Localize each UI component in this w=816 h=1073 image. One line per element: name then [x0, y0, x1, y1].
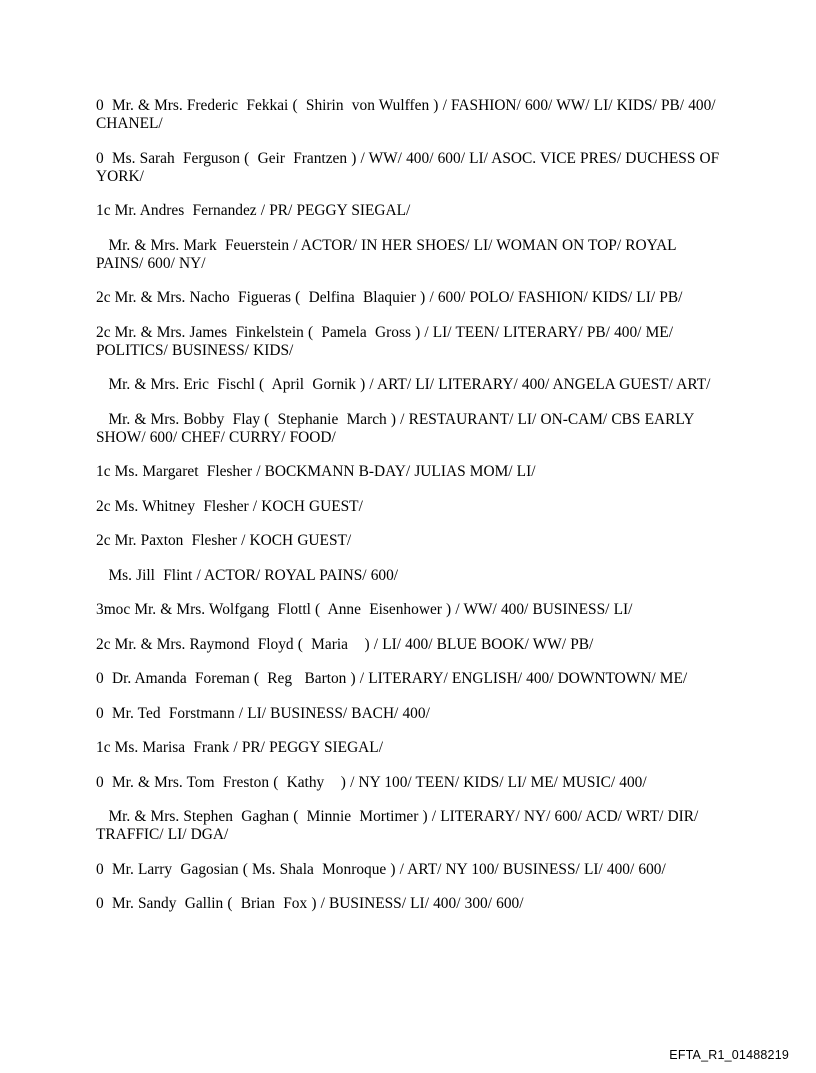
list-item: Mr. & Mrs. Bobby Flay ( Stephanie March ) / RESTAURANT/ LI/ ON-CAM/ CBS EARLY SHOW/ 600/ CHEF/ CURRY/ FOOD/	[96, 410, 698, 446]
list-item: Mr. & Mrs. Mark Feuerstein / ACTOR/ IN HER SHOES/ LI/ WOMAN ON TOP/ ROYAL PAINS/ 600/ NY/	[96, 236, 681, 272]
list-item: Mr. & Mrs. Stephen Gaghan ( Minnie Mortimer ) / LITERARY/ NY/ 600/ ACD/ WRT/ DIR/ TRAFFIC/ LI/ DGA/	[96, 808, 703, 843]
guest-list	[96, 97, 722, 930]
list-item: 2c Mr. & Mrs. Nacho Figueras ( Delfina Blaquier ) / 600/ POLO/ FASHION/ KIDS/ LI/ PB/	[96, 289, 683, 306]
list-item: 0 Mr. Ted Forstmann / LI/ BUSINESS/ BACH/ 400/	[96, 704, 430, 722]
list-item: 1c Ms. Marisa Frank / PR/ PEGGY SIEGAL/	[96, 739, 383, 756]
list-item: 2c Mr. Paxton Flesher / KOCH GUEST/	[96, 532, 352, 549]
list-item: 0 Mr. Sandy Gallin ( Brian Fox ) / BUSINESS/ LI/ 400/ 300/ 600/	[96, 895, 524, 912]
list-item: 0 Dr. Amanda Foreman ( Reg Barton ) / LITERARY/ ENGLISH/ 400/ DOWNTOWN/ ME/	[96, 670, 688, 687]
list-item: Ms. Jill Flint / ACTOR/ ROYAL PAINS/ 600/	[96, 566, 399, 584]
list-item: 1c Mr. Andres Fernandez / PR/ PEGGY SIEGAL/	[96, 202, 411, 219]
list-item: 3moc Mr. & Mrs. Wolfgang Flottl ( Anne Eisenhower ) / WW/ 400/ BUSINESS/ LI/	[96, 601, 633, 618]
list-item: 1c Ms. Margaret Flesher / BOCKMANN B-DAY/ JULIAS MOM/ LI/	[96, 463, 536, 480]
list-item: 2c Mr. & Mrs. Raymond Floyd ( Maria ) / LI/ 400/ BLUE BOOK/ WW/ PB/	[96, 635, 594, 653]
list-item: 0 Mr. & Mrs. Tom Freston ( Kathy ) / NY 100/ TEEN/ KIDS/ LI/ ME/ MUSIC/ 400/	[96, 773, 647, 791]
list-item: 0 Ms. Sarah Ferguson ( Geir Frantzen ) / WW/ 400/ 600/ LI/ ASOC. VICE PRES/ DUCHESS OF YORK/	[96, 149, 723, 185]
list-item: 0 Mr. & Mrs. Frederic Fekkai ( Shirin von Wulffen ) / FASHION/ 600/ WW/ LI/ KIDS/ PB/ 400/ CHANEL/	[96, 97, 720, 132]
list-item: Mr. & Mrs. Eric Fischl ( April Gornik ) / ART/ LI/ LITERARY/ 400/ ANGELA GUEST/ ART/	[96, 376, 711, 393]
list-item: 0 Mr. Larry Gagosian ( Ms. Shala Monroque ) / ART/ NY 100/ BUSINESS/ LI/ 400/ 600/	[96, 860, 666, 878]
list-item: 2c Ms. Whitney Flesher / KOCH GUEST/	[96, 497, 363, 515]
document-id: EFTA_R1_01488219	[669, 1048, 789, 1062]
list-item: 2c Mr. & Mrs. James Finkelstein ( Pamela Gross ) / LI/ TEEN/ LITERARY/ PB/ 400/ ME/ POLITICS/ BUSINESS/ KIDS/	[96, 323, 678, 359]
